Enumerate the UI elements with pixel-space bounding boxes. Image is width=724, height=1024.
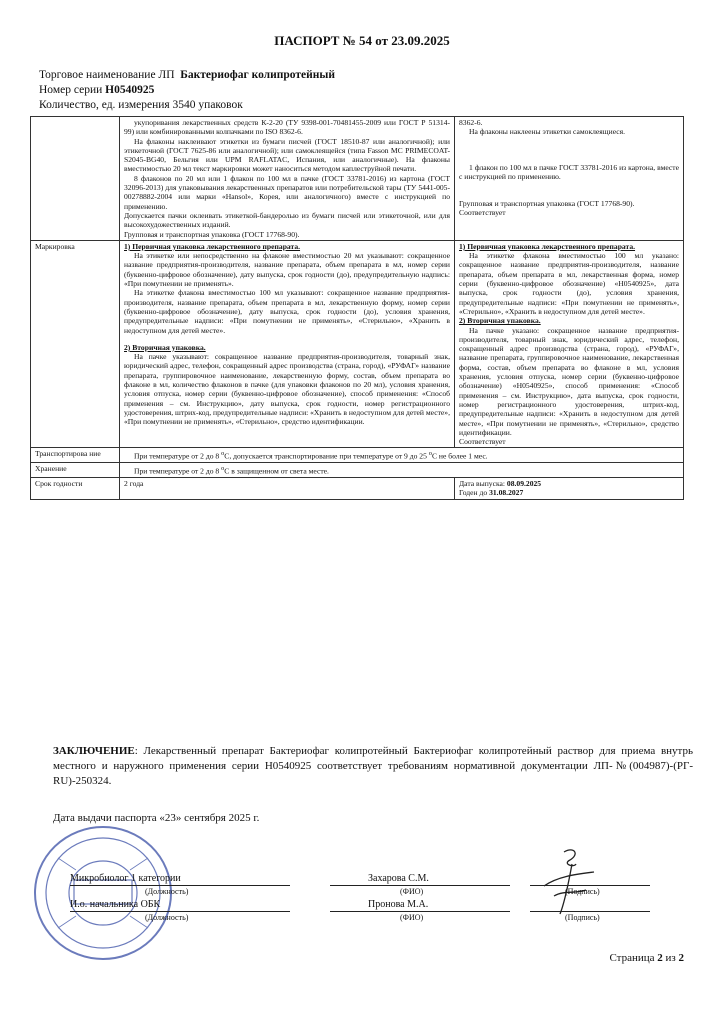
signer1-sign-caption: (Подпись) xyxy=(565,887,600,896)
marking-req-p2: На этикетке флакона вместимостью 100 мл указывают: сокращенное название предприятия-производителя, название препарата, объем препарата в мл, лекарственную форму, номер серии (буквенно-цифровое обозначение), дату выпуска, срок годности (до), условия хранения, предупредительные надписи: «При помутнении не применять», «Стерильно», «Хранить в недоступном для детей месте». xyxy=(124,288,450,335)
quantity-label: Количество, ед. измерения xyxy=(39,99,170,111)
marking-req-h1: 1) Первичная упаковка лекарственного препарата. xyxy=(124,241,301,251)
storage-value: При температуре от 2 до 8 $^о$С в защищенном от света месте. xyxy=(120,463,684,478)
signer1-name: Захарова С.М. xyxy=(368,873,429,884)
release-date: 08.09.2025 xyxy=(506,479,542,489)
signer2-name-line xyxy=(330,911,510,912)
signer1-fio-caption: (ФИО) xyxy=(400,887,424,896)
marking-res-p2: На пачке указано: сокращенное название предприятия-производителя, товарный знак, юридический адрес, телефон, сокращенный адрес производства (страна, город), «РУФАГ», название препарата, группировочное наименование, лекарственная форма, состав, объем препарата во флаконе в мл, условия хранения, условия отпуска, номер серии (буквенно-цифровое обозначение) «H0540925», способ применения: «Способ применения – см. Инструкцию», дата выпуска, срок годности, номер регистрационного удостоверения, штрих-код, предупредительные надписи: «Хранить в недоступном для детей месте», «При помутнении не применять», «Стерильно», средство идентификации. xyxy=(459,325,679,437)
marking-requirement-cell xyxy=(120,240,455,448)
packaging-req-p1: укупоривания лекарственных средств К-2-20 (ТУ 9398-001-70481455-2009 или ГОСТ Р 51314-99) или комбинированными колпачками по ISO 8362-6. xyxy=(124,118,450,137)
marking-res-status: Соответствует xyxy=(459,437,506,447)
trade-name-label: Торговое наименование ЛП xyxy=(39,69,175,81)
document-title: ПАСПОРТ № 54 от 23.09.2025 xyxy=(274,33,450,48)
shelf-life-label: Срок годности xyxy=(31,478,120,500)
signer1-position: Микробиолог 1 категории xyxy=(70,873,181,884)
marking-res-h1: 1) Первичная упаковка лекарственного препарата. xyxy=(459,241,636,251)
quantity-value: 3540 упаковок xyxy=(172,99,243,111)
shelf-life-value: 2 года xyxy=(120,478,455,500)
marking-req-p1: На этикетке или непосредственно на флаконе вместимостью 20 мл указывают: сокращенное название предприятия-производителя, название препарата, объем препарата в мл, номер серии (буквенно-цифровое обозначение), дату выпуска, срок годности (до), предупредительную надпись: «При помутнении не применять». xyxy=(124,251,450,289)
series-value: H0540925 xyxy=(105,84,155,96)
conclusion-text: : Лекарственный препарат Бактериофаг колипротейный Бактериофаг колипротейный раствор для приема внутрь местного и наружного применения серии H0540925 соответствует требованиям нормативной документации ЛП-№(004987)-(РГ-RU)-250324. xyxy=(53,745,693,787)
signer2-sign-line xyxy=(530,911,650,912)
handwritten-signature xyxy=(524,846,604,916)
packaging-result-cell xyxy=(455,117,684,241)
marking-req-p3: На пачке указывают: сокращенное название предприятия-производителя, товарный знак, юридический адрес, телефон, сокращенный адрес производства (страна, город), «РУФАГ» название препарата, группировочное наименование, лекарственную форму, состав, объем препарата во флаконе в мл, количество флаконов в пачке (для упаковки флаконов по 20 мл), условия хранения, условия отпуска, номер серии (буквенно-цифровое обозначение), способ применения: «Способ применения – см. Инструкцию», дату выпуска, срок годности, номер регистрационного удостоверения, штрих-код, предупредительные надписи: «Хранить в недоступном для детей месте», «При помутнении не применять», «Стерильно», средство идентификации. xyxy=(124,352,450,427)
marking-result-cell xyxy=(455,240,684,448)
packaging-requirement-cell xyxy=(120,117,455,241)
marking-label: Маркировка xyxy=(31,240,120,448)
storage-row xyxy=(31,463,684,478)
packaging-req-p5: Групповая и транспортная упаковка (ГОСТ 17768-90). xyxy=(124,229,300,239)
packaging-res-p2: На флаконы наклеены этикетки самоклеящиеся. xyxy=(469,127,626,137)
signer2-position-line xyxy=(70,911,290,912)
marking-row xyxy=(31,240,684,448)
signer1-sign-line xyxy=(530,885,650,886)
transport-label: Транспортирова ние xyxy=(31,448,120,463)
packaging-res-status: Соответствует xyxy=(459,208,506,218)
quantity-line xyxy=(39,98,243,113)
passport-table xyxy=(30,116,684,500)
packaging-label-cell xyxy=(31,117,120,241)
marking-res-p1: На этикетке флакона вместимостью 100 мл указано: сокращенное название предприятия-производителя, название препарата, объем препарата в мл, лекарственная форма, номер серии (буквенно-цифровое обозначение) «H0540925», дата выпуска, срок годности (до), условия хранения, предупредительные надписи: «При помутнении не применять», «Стерильно», «Хранить в недоступном для детей месте». xyxy=(459,251,679,316)
trade-name-line xyxy=(39,68,335,83)
release-date-line: Дата выпуска: 08.09.2025 xyxy=(459,479,542,489)
marking-req-h2: 2) Вторичная упаковка. xyxy=(124,342,206,352)
signer1-name-line xyxy=(330,885,510,886)
shelf-life-row xyxy=(31,478,684,500)
signer2-position-caption: (Должность) xyxy=(145,913,189,922)
page-number: Страница 2 из 2 xyxy=(609,952,684,964)
signer2-position: И.о. начальника ОБК xyxy=(70,899,161,910)
signer2-name: Пронова М.А. xyxy=(368,899,429,910)
signer1-position-line xyxy=(70,885,290,886)
packaging-req-p4: Допускается пачки оклеивать этикеткой-бандеролью из бумаги писчей или этикеточной, или для высокохудожественных изданий. xyxy=(124,210,450,230)
valid-until-line: Годен до 31.08.2027 xyxy=(459,488,524,498)
marking-res-h2: 2) Вторичная упаковка. xyxy=(459,316,541,326)
storage-label: Хранение xyxy=(31,463,120,478)
packaging-req-p2: На флаконы наклеивают этикетки из бумаги писчей (ГОСТ 18510-87 или аналогичной); или этикеточной (ГОСТ 7625-86 или аналогичной); или самоклеящейся (типа Fasson MC PRIMECOAT-S2045-BG40, Бельгия или UPM RAFLATAC, Испания, или аналогичные). На флаконы вместимостью 20 мл текст маркировки может наноситься методом каплеструйной печати. xyxy=(124,136,450,174)
signer1-position-caption: (Должность) xyxy=(145,887,189,896)
transport-row xyxy=(31,448,684,463)
signer2-fio-caption: (ФИО) xyxy=(400,913,424,922)
packaging-res-p1: 8362-6. xyxy=(459,118,483,127)
trade-name-value: Бактериофаг колипротейный xyxy=(180,69,335,81)
valid-until-date: 31.08.2027 xyxy=(489,488,524,498)
shelf-life-dates xyxy=(455,478,684,500)
series-label: Номер серии xyxy=(39,84,103,96)
conclusion-label: ЗАКЛЮЧЕНИЕ xyxy=(53,745,135,757)
conclusion xyxy=(53,744,693,789)
packaging-req-p3: 8 флаконов по 20 мл или 1 флакон по 100 мл в пачке (ГОСТ 33781-2016) из картона (ГОСТ 32096-2013) для упаковывания лекарственных препаратов или потребительской тары (ТУ 5441-005-00278882-2004 или марки «Hansol», Корея, или аналогичного) вместе с инструкцией по применению. xyxy=(124,173,450,211)
transport-value: При температуре от 2 до 8 $^о$С, допускается транспортирование при температуре от 9 до 25 $^о$С не более 1 мес. xyxy=(120,448,684,463)
signer2-sign-caption: (Подпись) xyxy=(565,913,600,922)
packaging-row xyxy=(31,117,684,241)
packaging-res-p3: 1 флакон по 100 мл в пачке ГОСТ 33781-2016 из картона, вместе с инструкцией по применению. xyxy=(459,162,679,181)
series-line xyxy=(39,83,154,98)
packaging-res-p4: Групповая и транспортная упаковка (ГОСТ 17768-90). xyxy=(459,199,635,209)
issue-date: Дата выдачи паспорта «23» сентября 2025 г. xyxy=(53,812,260,824)
